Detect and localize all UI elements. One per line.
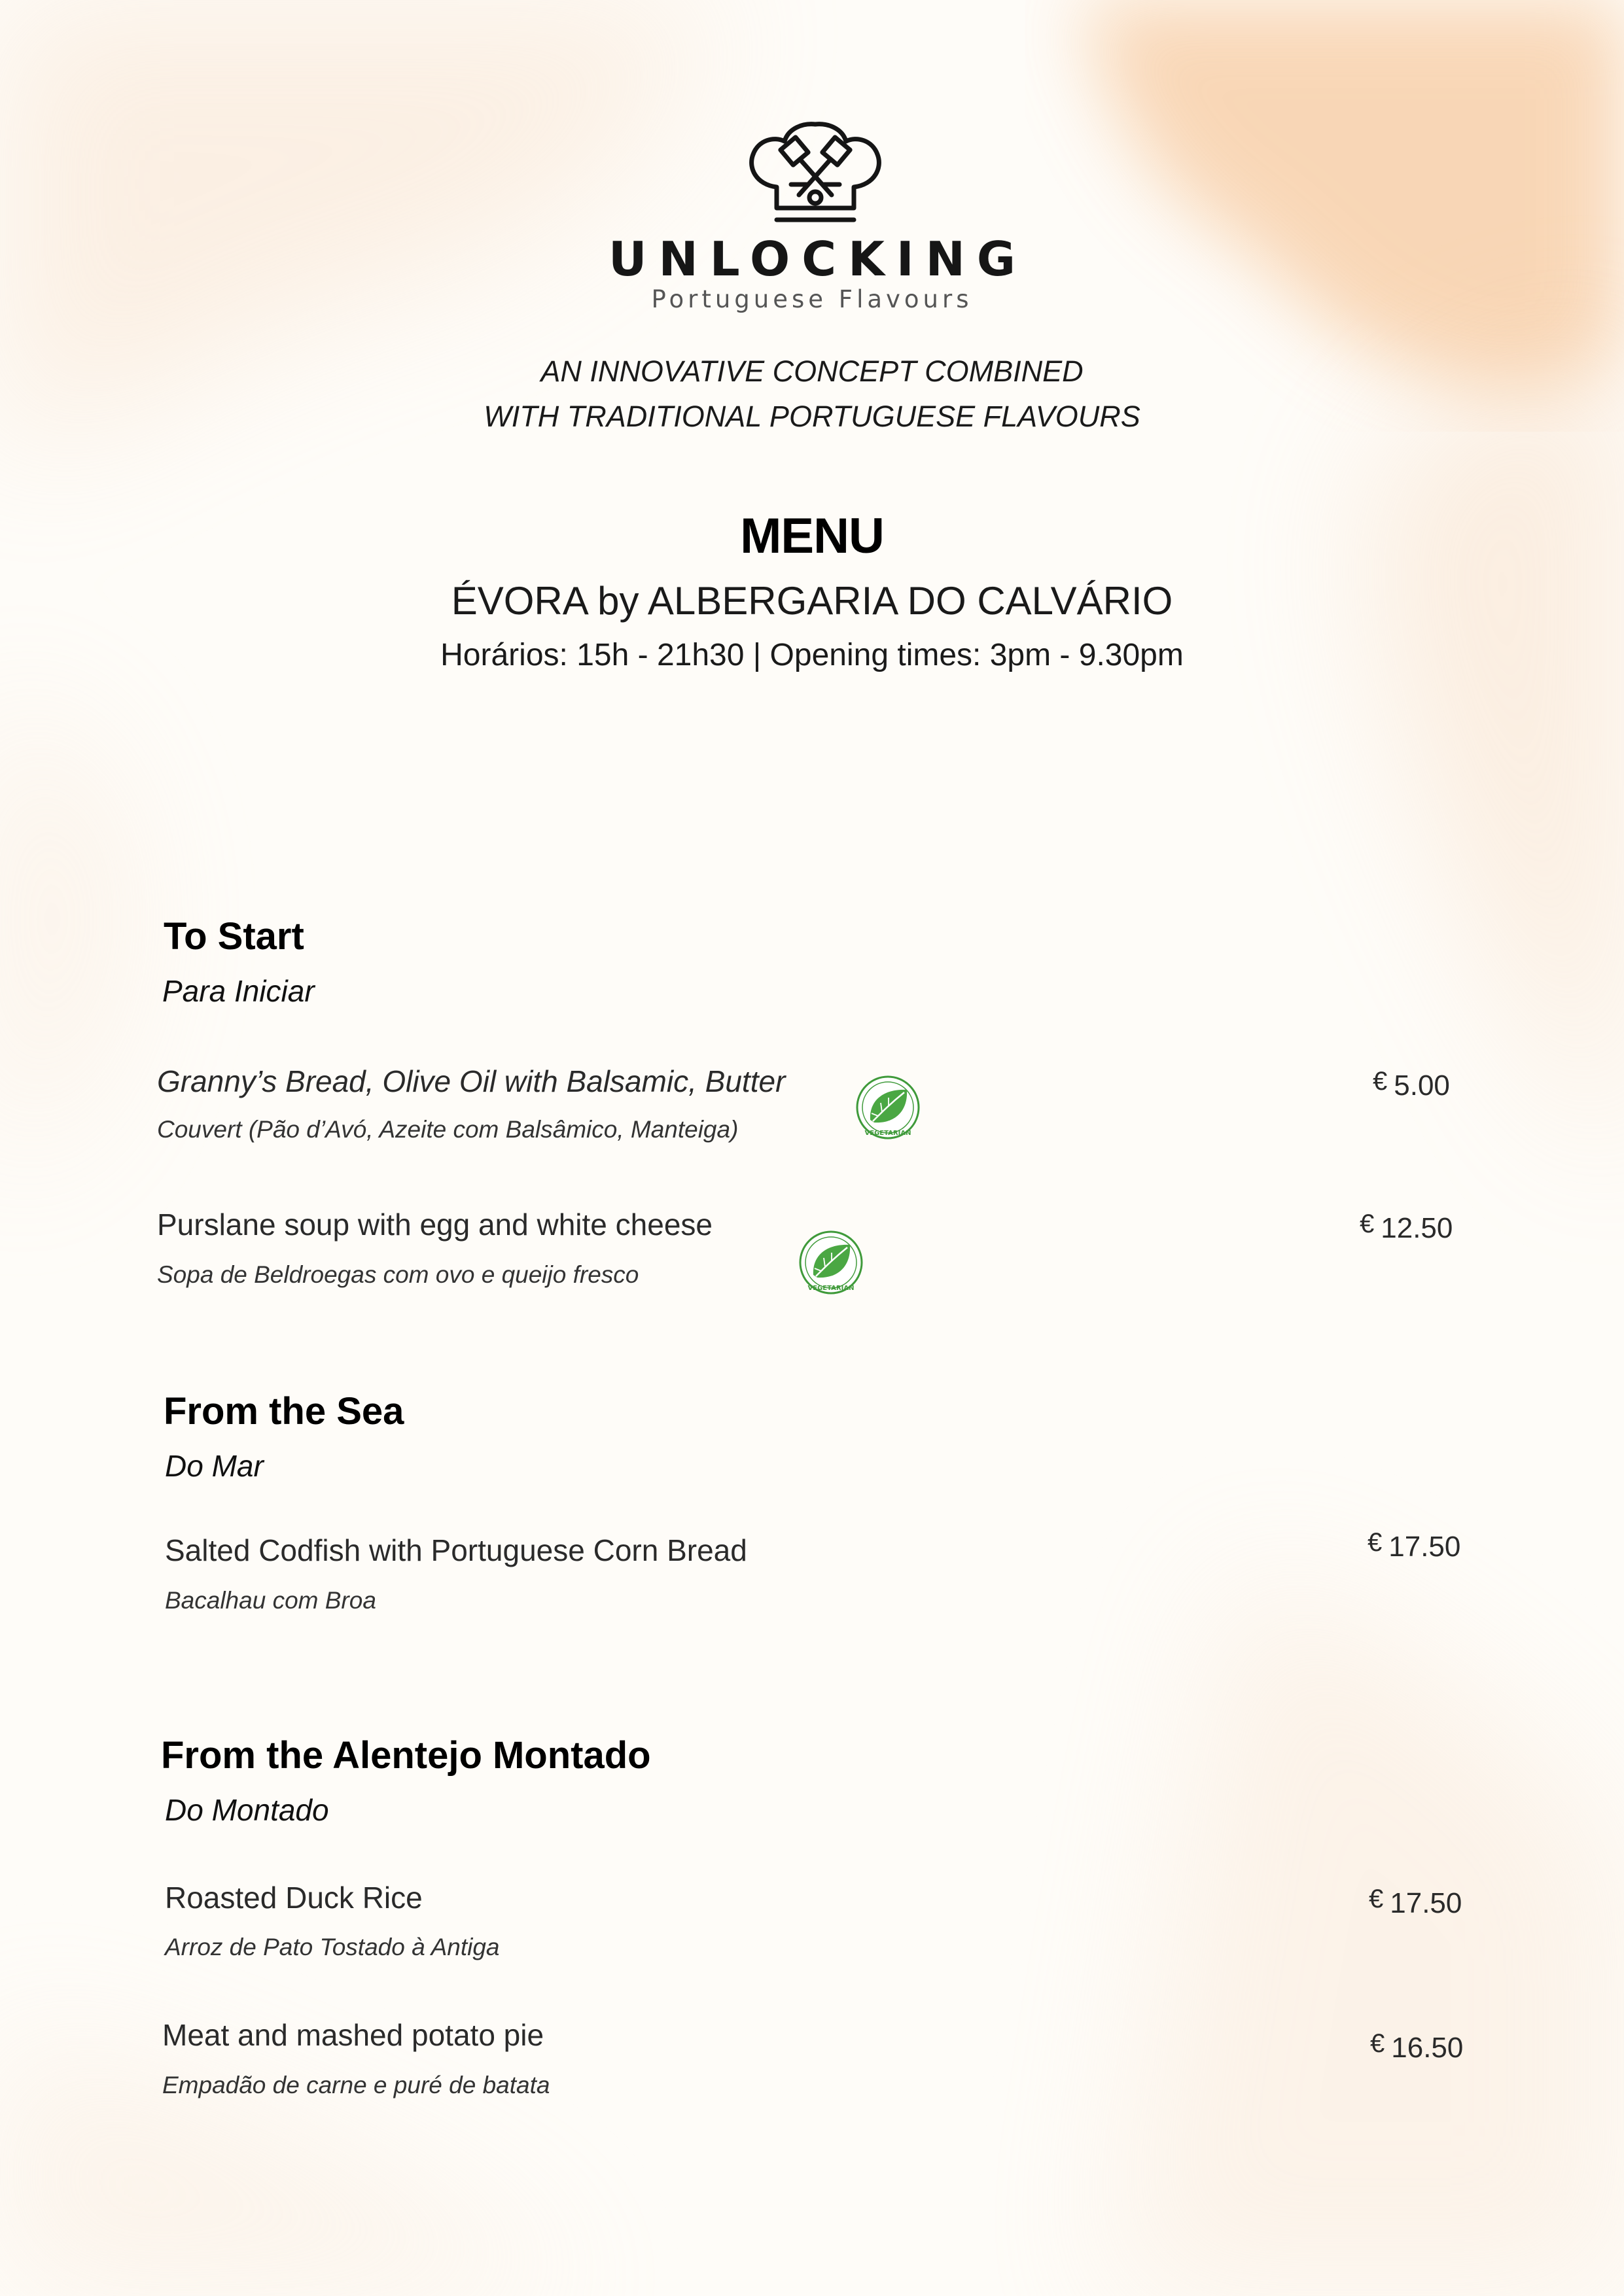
vegetarian-badge-icon: [798, 1229, 864, 1296]
item-name: Purslane soup with egg and white cheese: [157, 1208, 713, 1242]
section-title-from-the-sea: From the Sea: [164, 1390, 404, 1433]
currency-symbol: €: [1360, 1209, 1375, 1238]
item-subtitle: Bacalhau com Broa: [165, 1587, 376, 1614]
item-subtitle: Arroz de Pato Tostado à Antiga: [165, 1934, 500, 1960]
currency-symbol: €: [1369, 1885, 1384, 1913]
item-name: Meat and mashed potato pie: [162, 2018, 544, 2052]
item-price: [1369, 1887, 1462, 1920]
item-subtitle: Couvert (Pão d’Avó, Azeite com Balsâmico, Manteiga): [157, 1116, 739, 1143]
venue-name: ÉVORA by ALBERGARIA DO CALVÁRIO: [451, 579, 1173, 623]
currency-symbol: €: [1370, 2029, 1385, 2058]
item-price: [1368, 1528, 1461, 1563]
currency-symbol: €: [1368, 1528, 1383, 1557]
item-price: [1360, 1209, 1453, 1245]
item-price: [1373, 1067, 1450, 1102]
price-value: 17.50: [1390, 1887, 1462, 1919]
price-value: 17.50: [1388, 1531, 1461, 1563]
page-title: MENU: [740, 508, 884, 564]
chef-hat-keys-icon: [744, 122, 887, 230]
item-name: Roasted Duck Rice: [165, 1881, 423, 1915]
tagline-line-1: AN INNOVATIVE CONCEPT COMBINED: [540, 355, 1084, 388]
badge-text: VEGETARIAN: [864, 1130, 911, 1137]
brand-subtitle: Portuguese Flavours: [651, 285, 973, 313]
tagline-line-2: WITH TRADITIONAL PORTUGUESE FLAVOURS: [484, 400, 1140, 433]
item-name: Salted Codfish with Portuguese Corn Bread: [165, 1533, 747, 1567]
item-price: [1370, 2029, 1464, 2064]
price-value: 12.50: [1381, 1212, 1453, 1244]
price-value: 5.00: [1394, 1070, 1450, 1102]
badge-text: VEGETARIAN: [807, 1285, 855, 1292]
item-subtitle: Sopa de Beldroegas com ovo e queijo fresco: [157, 1261, 639, 1288]
section-title-from-the-alentejo-montado: From the Alentejo Montado: [161, 1734, 651, 1777]
item-name: Granny’s Bread, Olive Oil with Balsamic, Butter: [157, 1064, 786, 1098]
section-subtitle-do-mar: Do Mar: [165, 1449, 264, 1483]
price-value: 16.50: [1391, 2032, 1464, 2064]
section-subtitle-para-iniciar: Para Iniciar: [162, 974, 315, 1008]
section-title-to-start: To Start: [164, 915, 304, 958]
item-subtitle: Empadão de carne e puré de batata: [162, 2072, 550, 2098]
section-subtitle-do-montado: Do Montado: [165, 1793, 329, 1827]
brand-name: UNLOCKING: [608, 232, 1028, 287]
opening-hours: Horários: 15h - 21h30 | Opening times: 3pm - 9.30pm: [440, 638, 1184, 672]
currency-symbol: €: [1373, 1067, 1388, 1096]
vegetarian-badge-icon: [855, 1074, 921, 1141]
